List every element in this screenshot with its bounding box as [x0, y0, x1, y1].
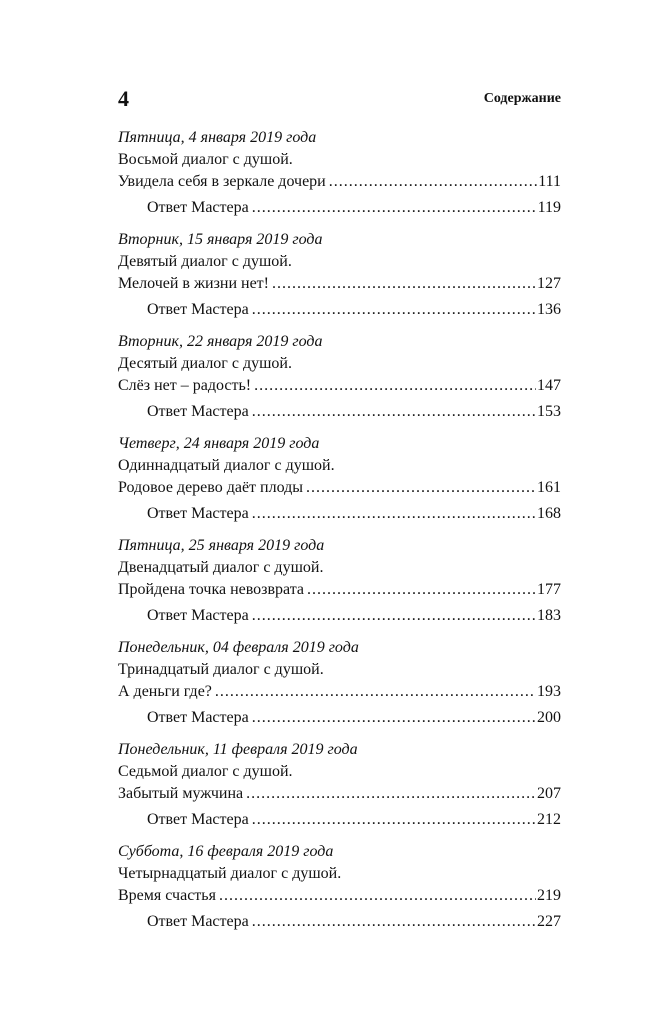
entry-title-line	[118, 273, 561, 295]
toc-entry	[118, 127, 561, 229]
entry-dialog: Двенадцатый диалог с душой.	[118, 559, 324, 576]
entry-dialog: Седьмой диалог с душой.	[118, 763, 293, 780]
toc-entry	[118, 637, 561, 739]
toc-entry	[118, 433, 561, 535]
entry-title: Слёз нет – радость!	[118, 377, 252, 394]
answer-page: 183	[537, 607, 561, 624]
entry-title: Родовое дерево даёт плоды	[118, 479, 304, 496]
entry-title-line	[118, 171, 561, 193]
dot-leader	[246, 783, 536, 805]
answer-label: Ответ Мастера	[147, 811, 249, 828]
entry-title-line	[118, 477, 561, 499]
answer-page: 200	[537, 709, 561, 726]
entry-date: Понедельник, 04 февраля 2019 года	[118, 639, 359, 656]
dot-leader	[252, 707, 536, 729]
running-head: Содержание	[483, 91, 561, 106]
answer-label: Ответ Мастера	[147, 709, 249, 726]
entry-date: Четверг, 24 января 2019 года	[118, 435, 320, 452]
answer-page: 153	[537, 403, 561, 420]
entry-page: 127	[537, 275, 561, 292]
entry-dialog: Девятый диалог с душой.	[118, 253, 292, 270]
dot-leader	[215, 681, 536, 703]
dot-leader	[252, 911, 536, 933]
dot-leader	[329, 171, 537, 193]
entry-date: Пятница, 4 января 2019 года	[118, 129, 317, 146]
dot-leader	[307, 579, 536, 601]
answer-page: 119	[537, 199, 561, 216]
entry-date: Пятница, 25 января 2019 года	[118, 537, 325, 554]
toc-entry	[118, 535, 561, 637]
answer-line	[118, 605, 561, 627]
entry-title-line	[118, 681, 561, 703]
entry-title: Мелочей в жизни нет!	[118, 275, 269, 292]
answer-label: Ответ Мастера	[147, 301, 249, 318]
entry-title: Пройдена точка невозврата	[118, 581, 305, 598]
answer-line	[118, 197, 561, 219]
dot-leader	[252, 197, 537, 219]
answer-line	[118, 911, 561, 933]
dot-leader	[252, 299, 536, 321]
dot-leader	[252, 503, 536, 525]
entry-dialog: Четырнадцатый диалог с душой.	[118, 865, 342, 882]
dot-leader	[252, 809, 536, 831]
entry-title: А деньги где?	[118, 683, 212, 700]
answer-line	[118, 809, 561, 831]
table-of-contents	[118, 127, 561, 943]
entry-title-line	[118, 783, 561, 805]
answer-line	[118, 503, 561, 525]
entry-dialog: Восьмой диалог с душой.	[118, 151, 293, 168]
answer-line	[118, 401, 561, 423]
answer-label: Ответ Мастера	[147, 505, 249, 522]
answer-line	[118, 707, 561, 729]
entry-dialog: Тринадцатый диалог с душой.	[118, 661, 324, 678]
page-header	[118, 86, 561, 116]
entry-page: 177	[537, 581, 561, 598]
entry-date: Понедельник, 11 февраля 2019 года	[118, 741, 358, 758]
answer-page: 212	[537, 811, 561, 828]
dot-leader	[219, 885, 536, 907]
entry-page: 161	[537, 479, 561, 496]
entry-title-line	[118, 375, 561, 397]
entry-date: Вторник, 22 января 2019 года	[118, 333, 323, 350]
answer-label: Ответ Мастера	[147, 199, 249, 216]
answer-page: 227	[537, 913, 561, 930]
entry-date: Вторник, 15 января 2019 года	[118, 231, 323, 248]
toc-entry	[118, 331, 561, 433]
answer-page: 136	[537, 301, 561, 318]
entry-title: Время счастья	[118, 887, 216, 904]
entry-page: 111	[538, 173, 561, 190]
entry-title-line	[118, 579, 561, 601]
dot-leader	[252, 605, 536, 627]
toc-entry	[118, 739, 561, 841]
entry-page: 193	[537, 683, 561, 700]
dot-leader	[306, 477, 536, 499]
answer-label: Ответ Мастера	[147, 403, 249, 420]
answer-line	[118, 299, 561, 321]
entry-title-line	[118, 885, 561, 907]
toc-entry	[118, 841, 561, 943]
entry-page: 219	[537, 887, 561, 904]
entry-dialog: Одиннадцатый диалог с душой.	[118, 457, 335, 474]
entry-dialog: Десятый диалог с душой.	[118, 355, 292, 372]
entry-title: Увидела себя в зеркале дочери	[118, 173, 326, 190]
toc-entry	[118, 229, 561, 331]
entry-date: Суббота, 16 февраля 2019 года	[118, 843, 334, 860]
answer-label: Ответ Мастера	[147, 913, 249, 930]
entry-page: 147	[537, 377, 561, 394]
entry-title: Забытый мужчина	[118, 785, 244, 802]
answer-page: 168	[537, 505, 561, 522]
dot-leader	[252, 401, 536, 423]
dot-leader	[254, 375, 536, 397]
dot-leader	[272, 273, 536, 295]
answer-label: Ответ Мастера	[147, 607, 249, 624]
page-number: 4	[118, 86, 129, 111]
entry-page: 207	[537, 785, 561, 802]
